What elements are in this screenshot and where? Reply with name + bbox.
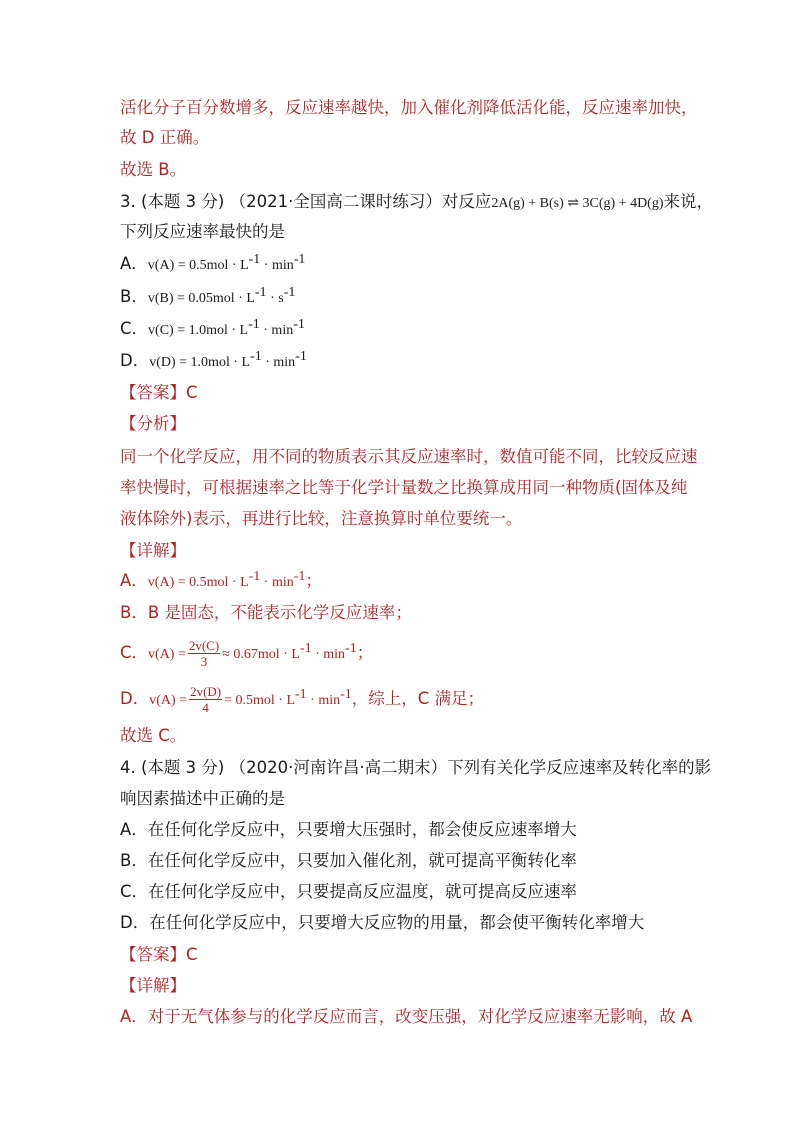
question-3-stem: 3. (本题 3 分) （2021·全国高二课时练习）对反应2A(g) + B(s) ⇌ 3C(g) + 4D(g)来说， <box>120 192 714 211</box>
detail-c: C．v(A) = $\frac{2v(C)}{3}$ ≈ $0.67mol \cdot L^{-1} \cdot \min^{-1}$； <box>120 638 374 669</box>
analysis-text: 率快慢时，可根据速率之比等于化学计量数之比换算成用同一种物质(固体及纯 <box>120 478 688 497</box>
detail-a: A．对于无气体参与的化学反应而言，改变压强，对化学反应速率无影响，故 A <box>120 1007 693 1026</box>
analysis-text: 液体除外)表示，再进行比较，注意换算时单位要统一。 <box>120 509 523 528</box>
detail-d: D．v(A) = $\frac{2v(D)}{4}$ = $0.5mol \cdot L^{-1} \cdot \min^{-1}$，综上，C 满足； <box>120 684 485 715</box>
option-d: D．在任何化学反应中，只要增大反应物的用量，都会使平衡转化率增大 <box>120 913 645 932</box>
detail-b: B．B 是固态，不能表示化学反应速率； <box>120 603 412 622</box>
option-a: A．$v(A) = 0.5mol \cdot L^{-1} \cdot \min^{-1}$ <box>120 252 306 273</box>
text-line: 响因素描述中正确的是 <box>120 789 285 808</box>
text-line: 下列反应速率最快的是 <box>120 222 285 241</box>
option-b: B．$v(B) = 0.05mol \cdot L^{-1} \cdot s^{-1}$ <box>120 285 296 306</box>
text-line: 故选 B。 <box>120 160 187 179</box>
analysis-text: 同一个化学反应，用不同的物质表示其反应速率时，数值可能不同，比较反应速 <box>120 447 698 466</box>
answer-label: 【答案】C <box>120 945 198 964</box>
option-c: C．$v(C) = 1.0mol \cdot L^{-1} \cdot \min^{-1}$ <box>120 317 305 338</box>
detail-heading: 【详解】 <box>120 976 186 995</box>
text-line: 故选 C。 <box>120 726 187 745</box>
detail-a: A．$v(A) = 0.5mol \cdot L^{-1} \cdot \min^{-1}$； <box>120 569 322 590</box>
option-d: D．$v(D) = 1.0mol \cdot L^{-1} \cdot \min^{-1}$ <box>120 349 307 370</box>
detail-heading: 【详解】 <box>120 541 186 560</box>
analysis-heading: 【分析】 <box>120 414 186 433</box>
option-c: C．在任何化学反应中，只要提高反应温度，就可提高反应速率 <box>120 882 578 901</box>
text-line: 故 D 正确。 <box>120 128 210 147</box>
fraction: $\frac{2v(D)}{4}$ <box>190 684 222 715</box>
fraction: $\frac{2v(C)}{3}$ <box>188 638 220 669</box>
text-line: 活化分子百分数增多，反应速率越快，加入催化剂降低活化能，反应速率加快， <box>120 98 698 117</box>
reaction-equation: 2A(g) + B(s) ⇌ 3C(g) + 4D(g) <box>491 196 664 211</box>
answer-label: 【答案】C <box>120 383 198 402</box>
question-4-stem: 4. (本题 3 分) （2020·河南许昌·高二期末）下列有关化学反应速率及转化率的影 <box>120 758 712 777</box>
option-a: A．在任何化学反应中，只要增大压强时，都会使反应速率增大 <box>120 820 577 839</box>
option-b: B．在任何化学反应中，只要加入催化剂，就可提高平衡转化率 <box>120 851 577 870</box>
